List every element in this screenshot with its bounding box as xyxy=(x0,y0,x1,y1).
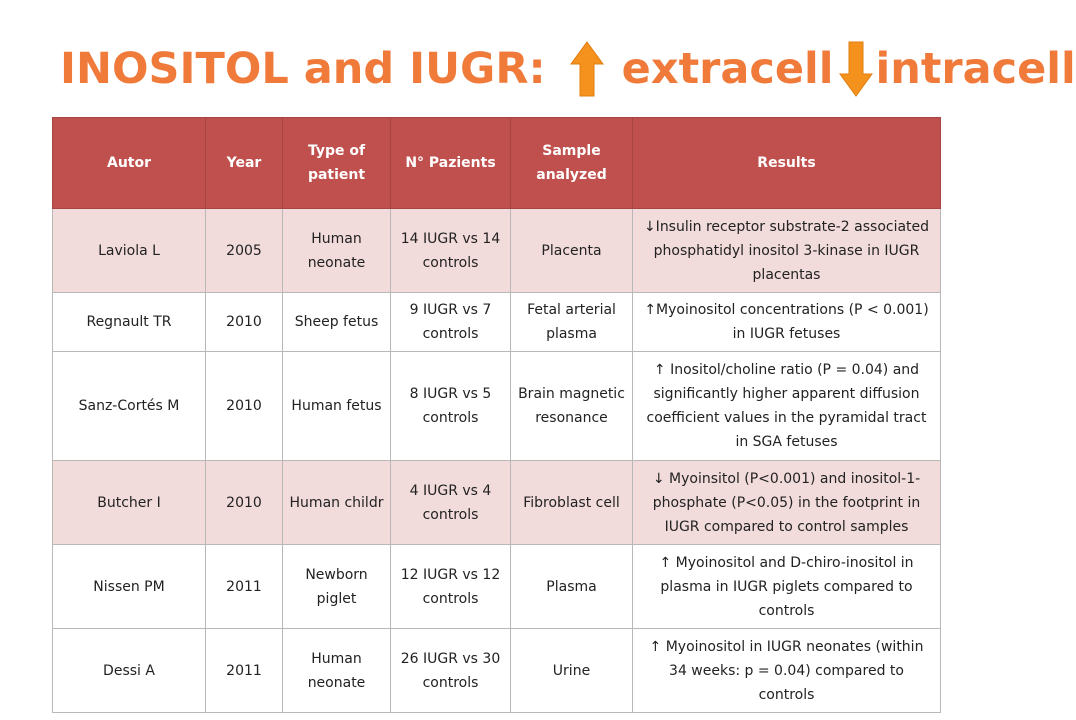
col-header-autor: Autor xyxy=(53,118,206,209)
cell-autor: Regnault TR xyxy=(53,293,206,352)
cell-results: ↓ Myoinsitol (P<0.001) and inositol-1-phosphate (P<0.05) in the footprint in IUGR compared to control samples xyxy=(633,461,941,545)
title-intracell-text: intracell xyxy=(875,44,1076,94)
down-arrow-icon xyxy=(839,40,873,98)
cell-sample: Plasma xyxy=(511,545,633,629)
table-header-row xyxy=(53,118,941,209)
cell-sample: Brain magnetic resonance xyxy=(511,352,633,461)
cell-results: ↓Insulin receptor substrate-2 associated phosphatidyl inositol 3-kinase in IUGR placentas xyxy=(633,209,941,293)
cell-autor: Nissen PM xyxy=(53,545,206,629)
cell-n: 26 IUGR vs 30 controls xyxy=(391,629,511,713)
cell-autor: Butcher I xyxy=(53,461,206,545)
up-arrow-icon xyxy=(570,40,604,98)
col-header-year: Year xyxy=(206,118,283,209)
table-row xyxy=(53,209,941,293)
cell-n: 9 IUGR vs 7 controls xyxy=(391,293,511,352)
cell-type: Sheep fetus xyxy=(283,293,391,352)
cell-n: 4 IUGR vs 4 controls xyxy=(391,461,511,545)
cell-year: 2010 xyxy=(206,461,283,545)
cell-autor: Sanz-Cortés M xyxy=(53,352,206,461)
cell-year: 2010 xyxy=(206,352,283,461)
cell-sample: Placenta xyxy=(511,209,633,293)
cell-type: Human neonate xyxy=(283,209,391,293)
cell-year: 2005 xyxy=(206,209,283,293)
cell-autor: Dessi A xyxy=(53,629,206,713)
col-header-results: Results xyxy=(633,118,941,209)
cell-year: 2011 xyxy=(206,545,283,629)
cell-type: Human childr xyxy=(283,461,391,545)
cell-autor: Laviola L xyxy=(53,209,206,293)
cell-sample: Fetal arterial plasma xyxy=(511,293,633,352)
cell-sample: Urine xyxy=(511,629,633,713)
cell-n: 8 IUGR vs 5 controls xyxy=(391,352,511,461)
cell-year: 2011 xyxy=(206,629,283,713)
cell-results: ↑ Myoinositol and D-chiro-inositol in plasma in IUGR piglets compared to controls xyxy=(633,545,941,629)
cell-results: ↑Myoinositol concentrations (P < 0.001) in IUGR fetuses xyxy=(633,293,941,352)
col-header-sample: Sample analyzed xyxy=(511,118,633,209)
cell-sample: Fibroblast cell xyxy=(511,461,633,545)
table-row xyxy=(53,352,941,461)
table-row xyxy=(53,293,941,352)
cell-results: ↑ Inositol/choline ratio (P = 0.04) and significantly higher apparent diffusion coefficient values in the pyramidal tract in SGA fetuses xyxy=(633,352,941,461)
cell-results: ↑ Myoinositol in IUGR neonates (within 34 weeks: p = 0.04) compared to controls xyxy=(633,629,941,713)
cell-type: Human neonate xyxy=(283,629,391,713)
table-row xyxy=(53,629,941,713)
cell-year: 2010 xyxy=(206,293,283,352)
table-row xyxy=(53,545,941,629)
title-main-text: INOSITOL and IUGR: xyxy=(60,44,546,94)
table-row xyxy=(53,461,941,545)
col-header-type: Type of patient xyxy=(283,118,391,209)
col-header-n-pazients: N° Pazients xyxy=(391,118,511,209)
cell-type: Newborn piglet xyxy=(283,545,391,629)
title-extracell-text: extracell xyxy=(621,44,834,94)
cell-n: 14 IUGR vs 14 controls xyxy=(391,209,511,293)
cell-n: 12 IUGR vs 12 controls xyxy=(391,545,511,629)
cell-type: Human fetus xyxy=(283,352,391,461)
studies-table xyxy=(52,117,941,713)
slide-title xyxy=(0,38,1076,100)
